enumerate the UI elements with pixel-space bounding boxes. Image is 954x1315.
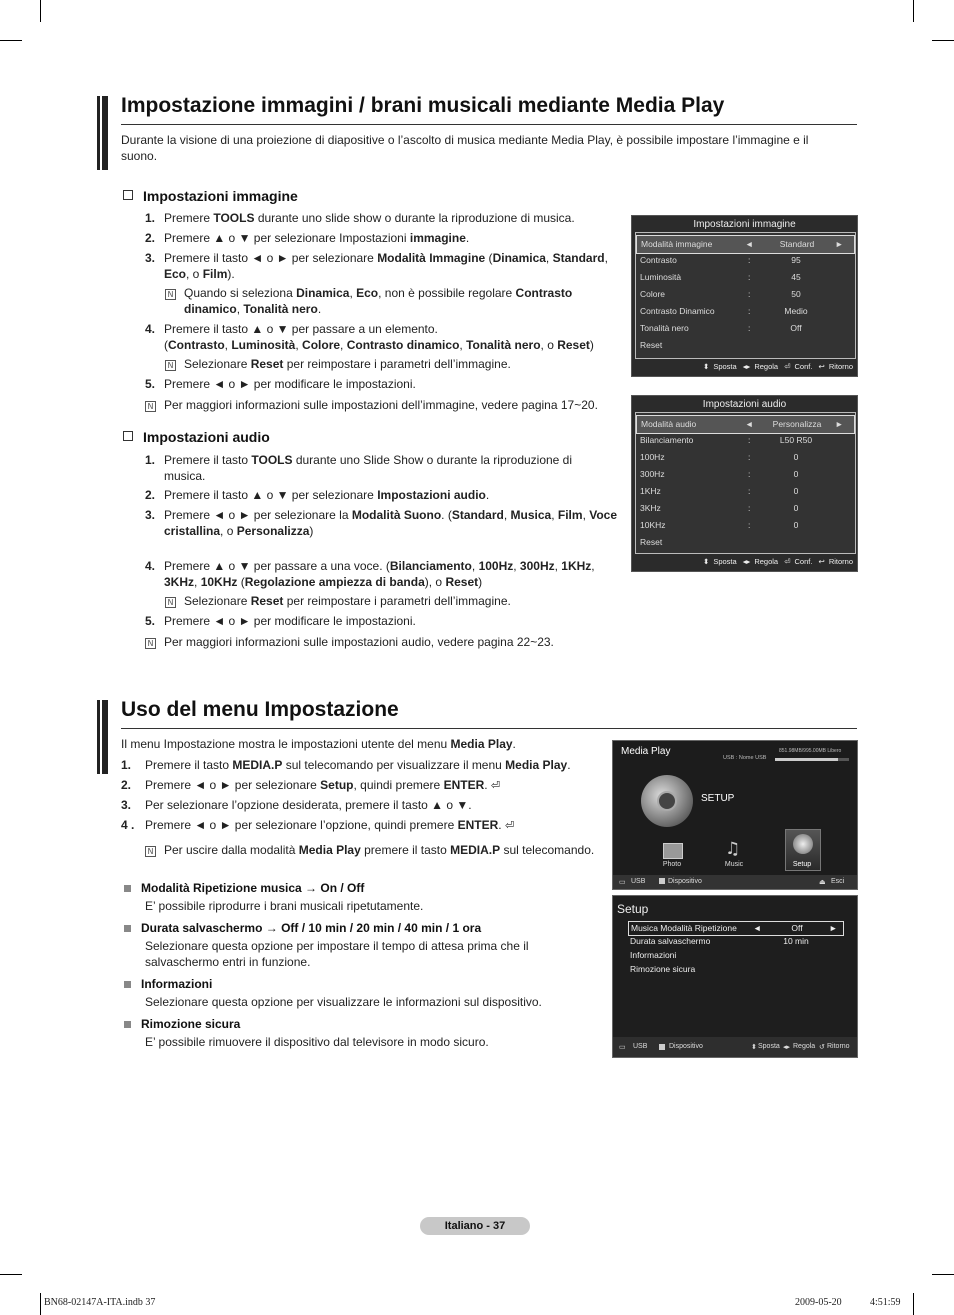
osd-row-value: L50 R50	[779, 435, 813, 445]
osd-row-label: Bilanciamento	[640, 435, 694, 445]
step-number: 5.	[145, 614, 156, 628]
return-icon: ↺	[819, 1044, 825, 1051]
step-text: Premere il tasto TOOLS durante uno Slide Show o durante la riproduzione di musica.	[164, 453, 573, 483]
step-number: 3.	[121, 798, 132, 812]
usb-usage-bar	[775, 758, 849, 761]
osd-title: Impostazioni immagine	[693, 219, 796, 230]
setup-row[interactable]	[628, 935, 842, 948]
step-text: Per selezionare l’opzione desiderata, premere il tasto ▲ o ▼.	[145, 798, 472, 812]
step-text: Premere ◄ o ► per selezionare la Modalità Suono. (Standard, Musica, Film, Voce cristallina, o Personalizza)	[164, 508, 618, 538]
osd-title: Impostazioni audio	[702, 399, 787, 410]
step-number: 3.	[145, 251, 156, 265]
note-icon: N	[145, 638, 156, 649]
arrow-right-icon[interactable]: ►	[835, 239, 844, 249]
step-number: 2.	[145, 488, 156, 502]
step-number: 3.	[145, 508, 156, 522]
crop-mark	[913, 0, 914, 22]
osd-row-label: Colore	[640, 289, 666, 299]
enter-icon: ⏎	[504, 820, 515, 832]
crop-mark	[40, 0, 41, 22]
osd-row-value: 0	[793, 469, 799, 479]
step-number: 1.	[145, 211, 156, 225]
osd-row[interactable]	[636, 517, 855, 534]
section-intro: Durante la visione di una proiezione di diapositive o l’ascolto di musica mediante Media Play, è possibile impostare l’immagine e il suono.	[121, 133, 809, 163]
osd-row-value: 0	[793, 452, 799, 462]
osd-row[interactable]	[636, 432, 855, 449]
footer-file: BN68-02147A-ITA.indb 37	[44, 1297, 156, 1308]
step-number: 4 .	[121, 818, 135, 832]
crop-mark	[932, 40, 954, 41]
osd-separator: :	[748, 323, 751, 333]
mediaplay-title: Media Play	[621, 746, 671, 757]
setup-item-title	[124, 1017, 240, 1031]
osd-row-label: Luminosità	[640, 272, 682, 282]
osd-row[interactable]	[636, 252, 855, 269]
step-text: Premere ◄ o ► per selezionare l’opzione, quindi premere ENTER. ⏎	[145, 818, 515, 832]
subsection-heading: Impostazioni audio	[123, 429, 270, 445]
osd-row-value: 0	[793, 503, 799, 513]
setup-item-title-text: Rimozione sicura	[141, 1017, 241, 1031]
note-text: Quando si seleziona Dinamica, Eco, non è possibile regolare Contrasto dinamico, Tonalità nero.	[184, 286, 573, 316]
step-text: Premere ▲ o ▼ per selezionare Impostazioni immagine.	[164, 231, 470, 245]
step-text: Premere ◄ o ► per modificare le impostazioni.	[164, 614, 416, 628]
usb-icon: ▭	[619, 879, 626, 886]
bullet-square-icon	[124, 885, 131, 892]
section-bar	[102, 700, 108, 774]
crop-mark	[40, 1293, 41, 1315]
osd-row[interactable]	[636, 269, 855, 286]
step-text: Premere ◄ o ► per modificare le impostazioni.	[164, 377, 416, 391]
section-bar	[97, 700, 100, 774]
osd-row-label: Modalità audio	[641, 419, 697, 429]
arrow-left-icon[interactable]: ◄	[745, 419, 754, 429]
arrow-left-icon[interactable]: ◄	[745, 239, 754, 249]
note-icon: N	[145, 846, 156, 857]
crop-mark	[913, 1293, 914, 1315]
step-text: Premere ◄ o ► per selezionare Setup, quindi premere ENTER. ⏎	[145, 778, 501, 792]
osd-image-settings	[631, 215, 858, 377]
setup-row-label: Rimozione sicura	[630, 964, 696, 974]
osd-footer: ⬍ Sposta ◂▸ Regola ⏎ Conf. ↩ Ritorno	[703, 557, 853, 566]
note-icon: N	[145, 401, 156, 412]
music-icon[interactable]: ♫	[725, 839, 741, 859]
mediaplay-footer: ▭ USB Dispositivo ⏏ Esci	[613, 875, 857, 889]
bullet-square-icon	[124, 1021, 131, 1028]
section-rule	[121, 124, 857, 125]
osd-row[interactable]	[636, 466, 855, 483]
bullet-square-icon	[124, 981, 131, 988]
osd-row[interactable]	[636, 337, 855, 354]
enter-icon: ⏎	[784, 362, 791, 371]
mediaplay-screen	[612, 740, 858, 890]
setup-item-desc: Selezionare questa opzione per impostare il tempo di attesa prima che il salvaschermo entri in funzione.	[145, 939, 529, 969]
setup-row-value: 10 min	[783, 936, 809, 946]
note-text: Per uscire dalla modalità Media Play premere il tasto MEDIA.P sul telecomando.	[164, 843, 595, 857]
setup-item-title-text: Durata salvaschermo → Off / 10 min / 20 min / 40 min / 1 ora	[141, 921, 482, 935]
osd-row-label: Contrasto	[640, 255, 677, 265]
step-number: 1.	[121, 758, 132, 772]
step-number: 1.	[145, 453, 156, 467]
osd-row[interactable]	[636, 449, 855, 466]
osd-separator: :	[748, 452, 751, 462]
setup-row-label: Durata salvaschermo	[630, 936, 711, 946]
step-text: Premere il tasto ▲ o ▼ per selezionare Impostazioni audio.	[164, 488, 490, 502]
setup-item-desc: Selezionare questa opzione per visualizzare le informazioni sul dispositivo.	[145, 995, 542, 1009]
setup-row[interactable]	[628, 963, 842, 976]
step-number: 4.	[145, 559, 156, 573]
osd-row[interactable]	[636, 534, 855, 551]
osd-row[interactable]	[636, 286, 855, 303]
osd-row-label: Modalità immagine	[641, 239, 713, 249]
setup-item-desc: E’ possibile rimuovere il dispositivo dal televisore in modo sicuro.	[145, 1035, 489, 1049]
arrow-left-icon[interactable]: ◄	[753, 923, 762, 933]
footer-date: 2009-05-20	[795, 1297, 842, 1308]
leftright-icon: ◂▸	[742, 557, 751, 566]
note-icon: N	[165, 360, 176, 371]
osd-separator: :	[748, 306, 751, 316]
note-text: Selezionare Reset per reimpostare i parametri dell’immagine.	[184, 357, 511, 371]
osd-separator: :	[748, 469, 751, 479]
osd-row-value: Standard	[779, 239, 815, 249]
osd-separator: :	[748, 486, 751, 496]
note-icon: N	[165, 597, 176, 608]
step-number: 4.	[145, 322, 156, 336]
osd-row-value: 95	[791, 255, 801, 265]
step-number: 2.	[121, 778, 132, 792]
osd-separator: :	[748, 255, 751, 265]
setup-row-selected[interactable]	[628, 921, 844, 936]
footer-time: 4:51:59	[870, 1297, 901, 1308]
note-icon: N	[165, 289, 176, 300]
return-icon: ↩	[818, 362, 825, 371]
setup-item-title-text: Modalità Ripetizione musica → On / Off	[141, 881, 365, 895]
step-text: Premere ▲ o ▼ per passare a una voce. (Bilanciamento, 100Hz, 300Hz, 1KHz, 3KHz, 10KHz (Regolazione ampiezza di banda), o Reset)	[164, 559, 595, 589]
subsection-heading: Impostazioni immagine	[123, 188, 298, 204]
osd-row-value: 45	[791, 272, 801, 282]
setup-row[interactable]	[628, 949, 842, 962]
osd-row-value: Off	[790, 323, 802, 333]
crop-mark	[932, 1274, 954, 1275]
osd-row[interactable]	[636, 500, 855, 517]
section-bar	[97, 96, 100, 170]
page-number: Italiano - 37	[420, 1217, 530, 1235]
osd-row-label: 10KHz	[640, 520, 666, 530]
bullet-square-icon	[124, 925, 131, 932]
enter-icon: ⏎	[784, 557, 791, 566]
setup-item-desc: E’ possibile riprodurre i brani musicali ripetutamente.	[145, 899, 424, 913]
setup-footer: ▭ USB Dispositivo ⬍ Sposta ◂▸ Regola ↺ Ritorno	[613, 1037, 857, 1057]
osd-list	[635, 232, 856, 359]
osd-row-label: Tonalità nero	[640, 323, 689, 333]
step-text: Premere il tasto ◄ o ► per selezionare Modalità Immagine (Dinamica, Standard, Eco, o Film).	[164, 251, 608, 281]
note-text: Per maggiori informazioni sulle impostazioni audio, vedere pagina 22~23.	[164, 635, 554, 649]
osd-separator: :	[748, 520, 751, 530]
osd-row-value: Personalizza	[772, 419, 822, 429]
osd-row-label: Contrasto Dinamico	[640, 306, 715, 316]
exit-icon: ⏏	[819, 879, 826, 886]
osd-separator: :	[748, 435, 751, 445]
device-square-icon	[659, 1044, 665, 1050]
crop-mark	[0, 40, 22, 41]
osd-row[interactable]	[636, 320, 855, 337]
note-text: Per maggiori informazioni sulle impostazioni dell’immagine, vedere pagina 17~20.	[164, 398, 598, 412]
updown-icon: ⬍	[703, 557, 710, 566]
leftright-icon: ◂▸	[783, 1044, 791, 1051]
osd-row-label: 100Hz	[640, 452, 665, 462]
osd-separator: :	[748, 289, 751, 299]
setup-label: SETUP	[701, 793, 735, 804]
usb-free-space: 851.98MB/995.00MB Libero	[779, 748, 842, 754]
osd-separator: :	[748, 272, 751, 282]
device-square-icon	[659, 878, 665, 884]
setup-title: Setup	[617, 902, 649, 916]
gear-icon	[641, 775, 693, 827]
step-text: Premere TOOLS durante uno slide show o durante la riproduzione di musica.	[164, 211, 575, 225]
osd-row-label: 3KHz	[640, 503, 661, 513]
step-number: 5.	[145, 377, 156, 391]
photo-icon[interactable]	[663, 843, 683, 859]
osd-row-label: 300Hz	[640, 469, 665, 479]
note-text: Selezionare Reset per reimpostare i parametri dell’immagine.	[184, 594, 511, 608]
section-title: Uso del menu Impostazione	[121, 698, 399, 721]
osd-row[interactable]	[636, 483, 855, 500]
setup-row-value: Off	[791, 923, 803, 933]
setup-screen	[612, 895, 858, 1058]
setup-item-title-text: Informazioni	[141, 977, 213, 991]
setup-row-label: Musica Modalità Ripetizione	[631, 923, 737, 933]
section-title: Impostazione immagini / brani musicali mediante Media Play	[121, 94, 725, 117]
osd-row[interactable]	[636, 303, 855, 320]
setup-row-label: Informazioni	[630, 950, 677, 960]
osd-row-label: Reset	[640, 340, 663, 350]
osd-row-value: Medio	[784, 306, 808, 316]
section-bar	[102, 96, 108, 170]
osd-row-value: 0	[793, 486, 799, 496]
osd-row-label: 1KHz	[640, 486, 661, 496]
arrow-right-icon[interactable]: ►	[829, 923, 838, 933]
osd-row-value: 50	[791, 289, 801, 299]
section-intro: Il menu Impostazione mostra le impostazioni utente del menu Media Play.	[121, 737, 516, 751]
step-text: Premere il tasto MEDIA.P sul telecomando per visualizzare il menu Media Play.	[145, 758, 571, 772]
setup-item-title	[124, 881, 364, 895]
step-number: 2.	[145, 231, 156, 245]
return-icon: ↩	[818, 557, 825, 566]
osd-separator: :	[748, 503, 751, 513]
usb-name: USB : Nome USB	[723, 755, 767, 761]
osd-row-label: Reset	[640, 537, 663, 547]
setup-item-title	[124, 977, 212, 991]
usb-icon: ▭	[619, 1044, 626, 1051]
osd-row-value: 0	[793, 520, 799, 530]
step-text: Premere il tasto ▲ o ▼ per passare a un elemento. (Contrasto, Luminosità, Colore, Contrasto dinamico, Tonalità nero, o Reset)	[164, 322, 594, 352]
enter-icon: ⏎	[490, 780, 501, 792]
osd-audio-settings	[631, 395, 858, 572]
music-label: Music	[724, 861, 744, 868]
crop-mark	[0, 1274, 22, 1275]
osd-list	[635, 412, 856, 554]
setup-tab-label: Setup	[792, 861, 812, 868]
arrow-right-icon[interactable]: ►	[835, 419, 844, 429]
osd-footer: ⬍ Sposta ◂▸ Regola ⏎ Conf. ↩ Ritorno	[703, 362, 853, 371]
photo-label: Photo	[662, 861, 682, 868]
leftright-icon: ◂▸	[742, 362, 751, 371]
updown-icon: ⬍	[703, 362, 710, 371]
updown-icon: ⬍	[751, 1044, 757, 1051]
section-rule	[121, 728, 857, 729]
setup-item-title	[124, 921, 481, 935]
